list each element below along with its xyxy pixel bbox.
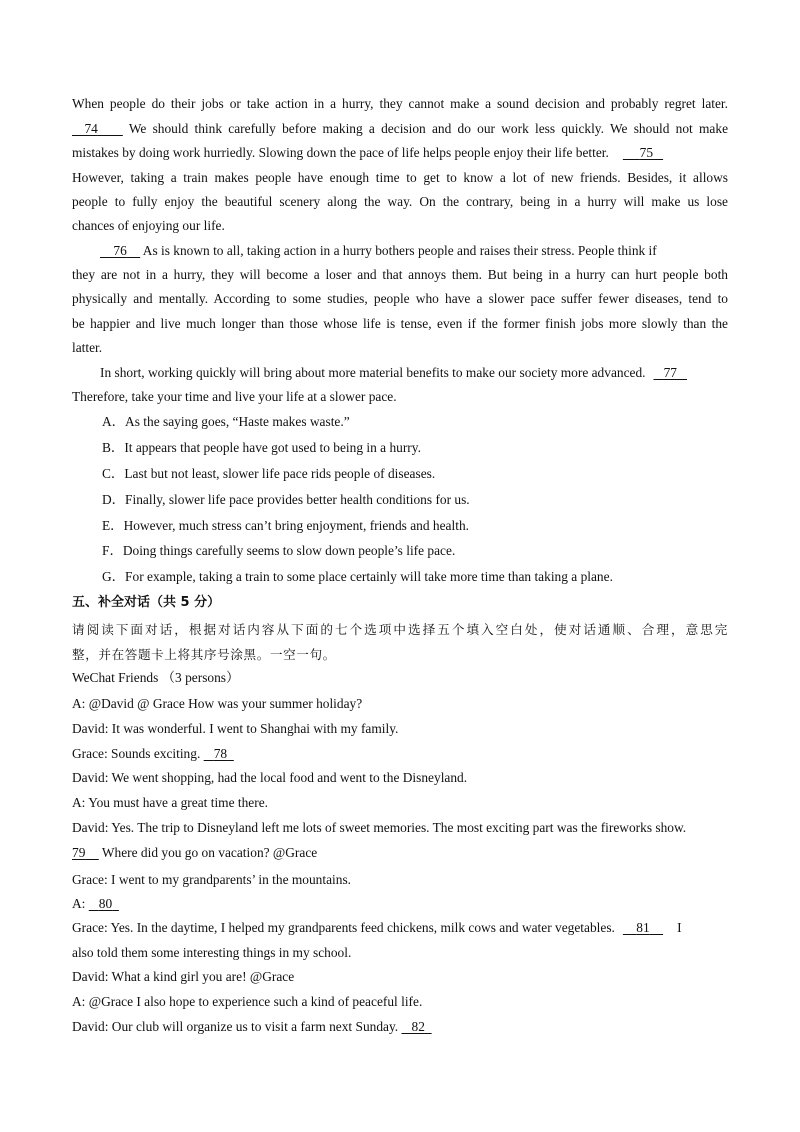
passage-line: they are not in a hurry, they will become a loser and that annoys them. But being in a hurry can hurt people both — [72, 267, 728, 282]
section-heading: 五、补全对话（共 5 分） — [72, 595, 221, 610]
section-instructions: 请阅读下面对话，根据对话内容从下面的七个选项中选择五个填入空白处，使对话通顺、合理，意思完 — [72, 622, 728, 637]
dialogue-line: Grace: Sounds exciting. 78 — [72, 746, 728, 762]
answer-blank-74: 74 — [84, 121, 98, 136]
passage-line: chances of enjoying our life. — [72, 218, 225, 233]
answer-blank-78: 78 — [213, 746, 228, 761]
dialogue-line: David: Our club will organize us to visit a farm next Sunday. 82 — [72, 1019, 728, 1035]
dialogue-line: Grace: Yes. In the daytime, I helped my grandparents feed chickens, milk cows and water vegetables. 81 I — [72, 920, 682, 935]
passage-line: 74 We should think carefully before making a decision and do our work less quickly. We should not make — [72, 121, 728, 137]
dialogue-line: A: @David @ Grace How was your summer holiday? — [72, 696, 363, 711]
dialogue-line: David: It was wonderful. I went to Shanghai with my family. — [72, 721, 399, 736]
passage-line: mistakes by doing work hurriedly. Slowing down the pace of life helps people enjoy their life better. 75 — [72, 145, 728, 161]
dialogue-line: David: Yes. The trip to Disneyland left me lots of sweet memories. The most exciting part was the fireworks show. — [72, 820, 687, 835]
answer-blank-79: 79 — [72, 845, 86, 860]
option-d: D．Finally, slower life pace provides better health conditions for us. — [102, 492, 470, 507]
passage-line: 76 As is known to all, taking action in a hurry bothers people and raises their stress. People think if — [100, 243, 728, 259]
answer-blank-80: 80 — [98, 896, 113, 911]
answer-blank-82: 82 — [411, 1019, 425, 1034]
passage-line: physically and mentally. According to some studies, people who have a slower pace suffer fewer diseases, tend to — [72, 291, 728, 306]
option-f: F．Doing things carefully seems to slow down people’s life pace. — [102, 543, 456, 558]
dialogue-line: Grace: I went to my grandparents’ in the mountains. — [72, 872, 352, 887]
passage-line: people to fully enjoy the beautiful scenery along the way. On the contrary, being in a hurry will make us lose — [72, 194, 728, 209]
dialogue-line: 79 Where did you go on vacation? @Grace — [72, 845, 318, 860]
option-e: E．However, much stress can’t bring enjoyment, friends and health. — [102, 518, 469, 533]
answer-blank-75: 75 — [639, 145, 654, 160]
dialogue-line: A: @Grace I also hope to experience such a kind of peaceful life. — [72, 994, 423, 1009]
dialogue-line: A: You must have a great time there. — [72, 795, 268, 810]
dialogue-line: David: We went shopping, had the local food and went to the Disneyland. — [72, 770, 468, 785]
section-instructions: 整，并在答题卡上将其序号涂黑。一空一句。 — [72, 647, 336, 662]
passage-line: When people do their jobs or take action in a hurry, they cannot make a sound decision and probably regret later. — [72, 96, 728, 111]
option-c: C．Last but not least, slower life pace rids people of diseases. — [102, 466, 436, 481]
dialogue-line: David: What a kind girl you are! @Grace — [72, 969, 295, 984]
passage-line: However, taking a train makes people have enough time to get to know a lot of new friends. Besides, it allows — [72, 170, 728, 185]
passage-line: latter. — [72, 340, 103, 355]
dialogue-line: also told them some interesting things in my school. — [72, 945, 352, 960]
option-b: B．It appears that people have got used to being in a hurry. — [102, 440, 421, 455]
passage-line: In short, working quickly will bring about more material benefits to make our society more advanced. 77 — [100, 365, 728, 381]
answer-blank-77: 77 — [663, 365, 677, 380]
option-g: G．For example, taking a train to some place certainly will take more time than taking a plane. — [102, 569, 613, 584]
answer-blank-76: 76 — [113, 243, 127, 258]
dialogue-line: A: 80 — [72, 896, 728, 912]
passage-line: be happier and live much longer than those whose life is tense, even if the former finish jobs more slowly than the — [72, 316, 728, 331]
option-a: A．As the saying goes, “Haste makes waste.” — [102, 414, 350, 429]
passage-line: Therefore, take your time and live your life at a slower pace. — [72, 389, 397, 404]
chat-group-label: WeChat Friends （3 persons） — [72, 670, 240, 685]
answer-blank-81: 81 — [636, 920, 650, 935]
